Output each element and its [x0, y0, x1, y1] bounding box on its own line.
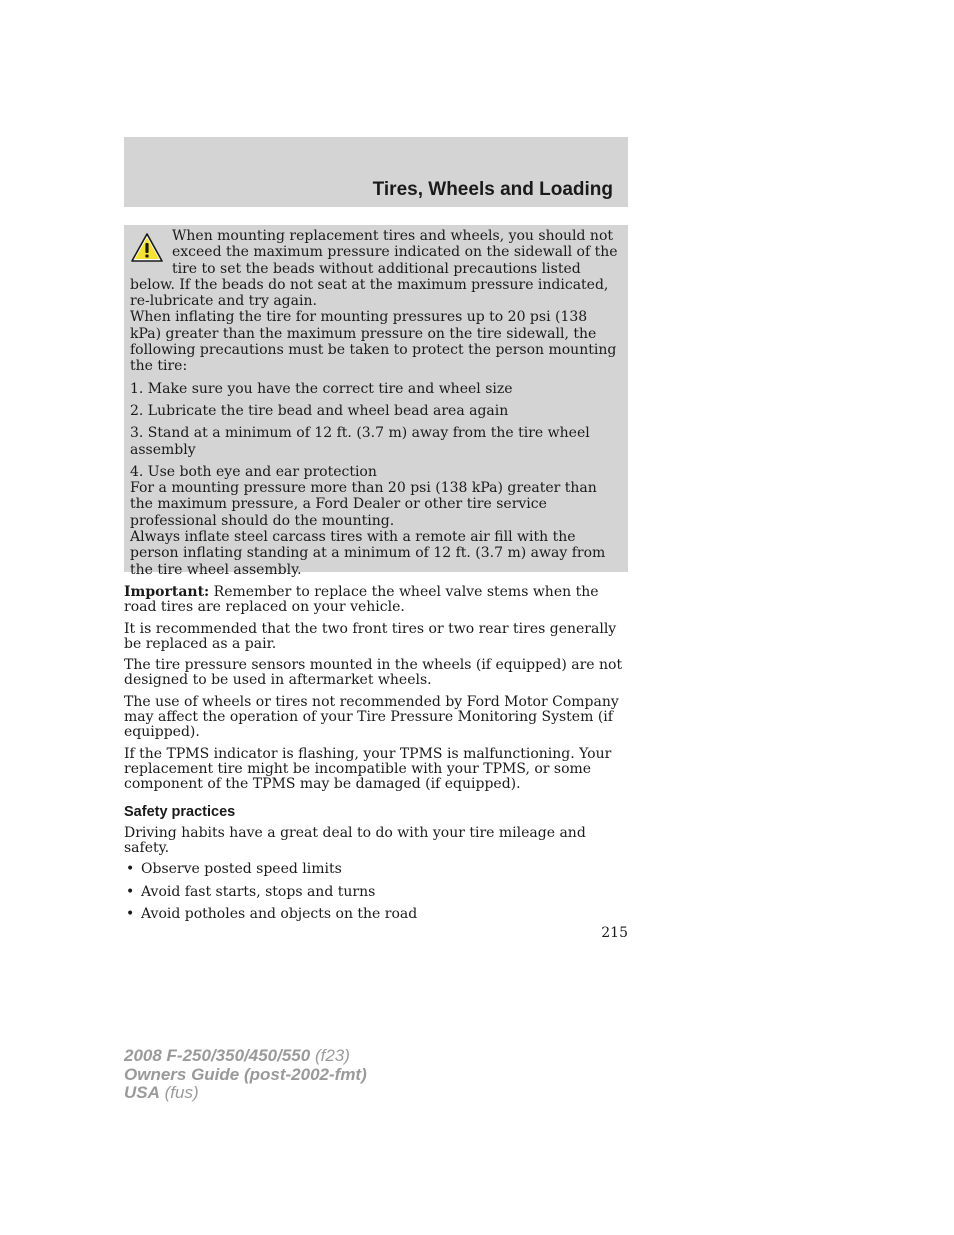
list-item-text: Avoid fast starts, stops and turns	[141, 883, 376, 900]
bullet-list	[124, 862, 628, 922]
footer-line-1	[124, 1047, 367, 1066]
body-paragraph: If the TPMS indicator is flashing, your TPMS is malfunctioning. Your replacement tire might be incompatible with your TPMS, or some component of the TPMS may be damaged (if equipped).	[124, 745, 612, 793]
warning-triangle-icon	[130, 232, 164, 264]
warning-paragraph-2: When inflating the tire for mounting pressures up to 20 psi (138 kPa) greater than the maximum pressure on the tire sidewall, the following precautions must be taken to protect the person mounting the tire:	[130, 309, 617, 375]
list-item-text: Observe posted speed limits	[141, 861, 342, 878]
list-item	[124, 885, 628, 900]
bullet-icon: •	[126, 906, 135, 923]
warning-paragraph-4: Always inflate steel carcass tires with a remote air fill with the person inflating standing at a minimum of 12 ft. (3.7 m) away from the tire wheel assembly.	[130, 529, 606, 578]
body-paragraph: The use of wheels or tires not recommended by Ford Motor Company may affect the operation of your Tire Pressure Monitoring System (if equipped).	[124, 693, 619, 741]
important-note	[124, 585, 628, 616]
warning-step: 1. Make sure you have the correct tire and wheel size	[130, 380, 513, 397]
page-number: 215	[601, 925, 628, 941]
warning-step: 4. Use both eye and ear protection	[130, 463, 377, 480]
footer-market-code: (fus)	[164, 1083, 199, 1102]
body-text	[124, 585, 628, 929]
chapter-title: Tires, Wheels and Loading	[372, 179, 613, 200]
bullet-icon: •	[126, 883, 135, 900]
footer-line-3	[124, 1084, 367, 1103]
footer-market: USA	[124, 1083, 160, 1102]
footer-model: 2008 F-250/350/450/550	[124, 1046, 311, 1065]
chapter-header-band	[124, 137, 628, 207]
footer-model-code: (f23)	[314, 1046, 350, 1065]
list-item	[124, 907, 628, 922]
warning-paragraph-3: For a mounting pressure more than 20 psi (138 kPa) greater than the maximum pressure, a Ford Dealer or other tire service professional should do the mounting.	[130, 480, 597, 529]
footer-line-2	[124, 1066, 367, 1085]
warning-step: 2. Lubricate the tire bead and wheel bead area again	[130, 402, 509, 419]
document-footer	[124, 1047, 367, 1103]
bullet-icon: •	[126, 861, 135, 878]
important-label: Important:	[124, 584, 210, 600]
list-item-text: Avoid potholes and objects on the road	[141, 906, 418, 923]
list-item	[124, 862, 628, 877]
warning-step: 3. Stand at a minimum of 12 ft. (3.7 m) away from the tire wheel assembly	[130, 425, 590, 458]
section-heading: Safety practices	[124, 803, 236, 820]
body-paragraph: The tire pressure sensors mounted in the wheels (if equipped) are not designed to be used in aftermarket wheels.	[124, 657, 623, 689]
warning-paragraph-1: When mounting replacement tires and wheels, you should not exceed the maximum pressure indicated on the sidewall of the tire to set the beads without additional precautions listed below. If the beads do not seat at the maximum pressure indicated, re-lubricate and try again.	[130, 228, 618, 310]
section-intro: Driving habits have a great deal to do with your tire mileage and safety.	[124, 824, 586, 857]
warning-box	[124, 225, 628, 578]
important-text: Remember to replace the wheel valve stems when the road tires are replaced on your vehicle.	[124, 584, 599, 616]
body-paragraph: It is recommended that the two front tires or two rear tires generally be replaced as a pair.	[124, 620, 617, 652]
footer-guide: Owners Guide (post-2002-fmt)	[124, 1064, 367, 1084]
